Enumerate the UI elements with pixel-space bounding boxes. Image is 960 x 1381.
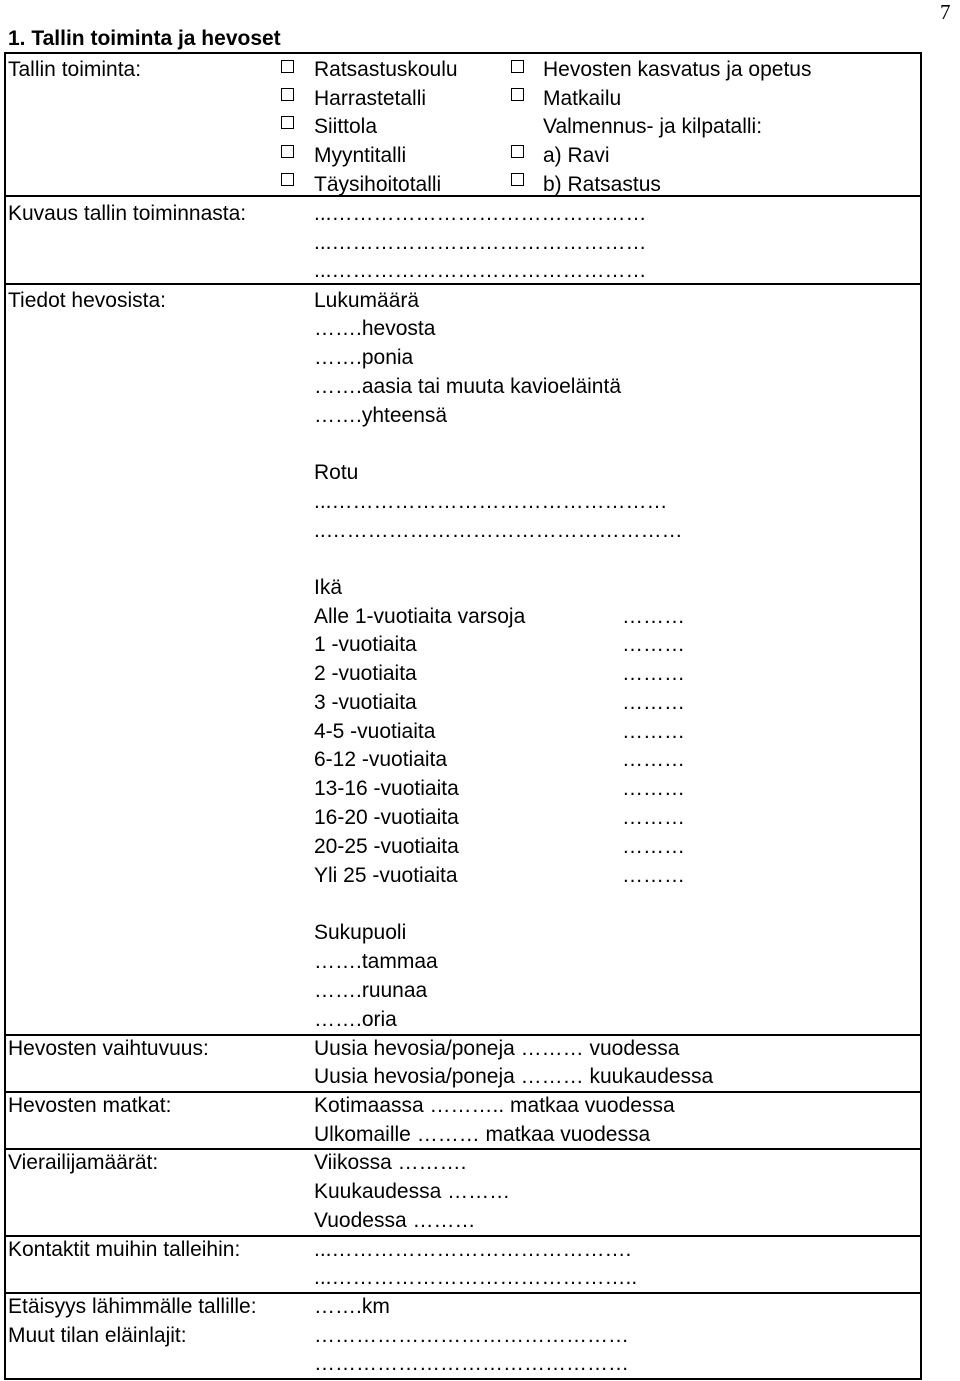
vaihtuvuus-vuodessa[interactable]: Uusia hevosia/poneja ……… vuodessa: [314, 1037, 680, 1060]
form-right-border: [920, 52, 922, 1379]
checkbox-kasvatus[interactable]: [511, 60, 524, 73]
muut-label: Muut tilan eläinlajit:: [8, 1324, 187, 1347]
rotu-line[interactable]: ...…………………………………………: [314, 490, 668, 513]
vierailijat-viikossa[interactable]: Viikossa ……….: [314, 1151, 467, 1174]
kontaktit-line[interactable]: ...……………………………………..: [314, 1266, 638, 1289]
form-top-border: [4, 52, 922, 54]
divider-matkat: [4, 1148, 922, 1150]
option-kasvatus: Hevosten kasvatus ja opetus: [543, 58, 812, 81]
option-taysihoitotalli: Täysihoitotalli: [314, 173, 442, 196]
ika-row-value[interactable]: ………: [622, 720, 685, 743]
etaisyys-value[interactable]: …….km: [314, 1295, 390, 1318]
hevoset-label: Tiedot hevosista:: [8, 289, 166, 312]
kuvaus-line[interactable]: ...………………………………………: [314, 202, 647, 225]
ika-row-value[interactable]: ………: [622, 748, 685, 771]
ika-row-label: 1 -vuotiaita: [314, 633, 417, 656]
count-aasia[interactable]: …….aasia tai muuta kavioeläintä: [314, 375, 621, 398]
tallin-toiminta-label: Tallin toiminta:: [8, 58, 142, 81]
form-bottom-border: [4, 1378, 922, 1380]
vierailijat-label: Vierailijamäärät:: [8, 1151, 159, 1174]
sukupuoli-ruunaa[interactable]: …….ruunaa: [314, 979, 428, 1002]
rotu-line[interactable]: ..……………………………………………: [314, 519, 683, 542]
option-valmennus: Valmennus- ja kilpatalli:: [543, 115, 763, 138]
option-myyntitalli: Myyntitalli: [314, 144, 407, 167]
option-ravi: a) Ravi: [543, 144, 610, 167]
option-harrastetalli: Harrastetalli: [314, 87, 427, 110]
ika-row-value[interactable]: ………: [622, 633, 685, 656]
ika-row-value[interactable]: ………: [622, 864, 685, 887]
divider-kuvaus: [4, 283, 922, 285]
ika-row-label: 4-5 -vuotiaita: [314, 720, 436, 743]
muut-line[interactable]: ………………………………………: [314, 1352, 629, 1375]
ika-row-value[interactable]: ………: [622, 662, 685, 685]
option-siittola: Siittola: [314, 115, 378, 138]
ika-heading: Ikä: [314, 576, 343, 599]
checkbox-ravi[interactable]: [511, 145, 524, 158]
sukupuoli-heading: Sukupuoli: [314, 921, 407, 944]
checkbox-ratsastus[interactable]: [511, 173, 524, 186]
matkat-kotimaassa[interactable]: Kotimaassa ……….. matkaa vuodessa: [314, 1094, 675, 1117]
ika-row-value[interactable]: ………: [622, 777, 685, 800]
count-yhteensa[interactable]: …….yhteensä: [314, 404, 448, 427]
kontaktit-label: Kontaktit muihin talleihin:: [8, 1238, 241, 1261]
checkbox-harrastetalli[interactable]: [281, 88, 294, 101]
form-left-border: [4, 52, 6, 1379]
vierailijat-kuukaudessa[interactable]: Kuukaudessa ………: [314, 1180, 511, 1203]
vaihtuvuus-label: Hevosten vaihtuvuus:: [8, 1037, 209, 1060]
rotu-heading: Rotu: [314, 461, 359, 484]
sukupuoli-tammaa[interactable]: …….tammaa: [314, 950, 438, 973]
lukumaara-heading: Lukumäärä: [314, 289, 420, 312]
ika-row-label: 20-25 -vuotiaita: [314, 835, 459, 858]
option-ratsastus: b) Ratsastus: [543, 173, 661, 196]
checkbox-siittola[interactable]: [281, 116, 294, 129]
ika-row-label: 3 -vuotiaita: [314, 691, 417, 714]
ika-row-label: 13-16 -vuotiaita: [314, 777, 459, 800]
checkbox-matkailu[interactable]: [511, 88, 524, 101]
kuvaus-line[interactable]: ...………………………………………: [314, 231, 647, 254]
ika-row-value[interactable]: ………: [622, 691, 685, 714]
sukupuoli-oria[interactable]: …….oria: [314, 1008, 397, 1031]
vaihtuvuus-kuukaudessa[interactable]: Uusia hevosia/poneja ……… kuukaudessa: [314, 1065, 714, 1088]
section-title: 1. Tallin toiminta ja hevoset: [8, 27, 281, 50]
divider-hevoset: [4, 1034, 922, 1036]
divider-vierailijat: [4, 1235, 922, 1237]
checkbox-myyntitalli[interactable]: [281, 145, 294, 158]
divider-vaihtuvuus: [4, 1091, 922, 1093]
matkat-label: Hevosten matkat:: [8, 1094, 172, 1117]
ika-row-value[interactable]: ………: [622, 835, 685, 858]
checkbox-taysihoitotalli[interactable]: [281, 173, 294, 186]
ika-row-label: Alle 1-vuotiaita varsoja: [314, 605, 526, 628]
matkat-ulkomaille[interactable]: Ulkomaille ……… matkaa vuodessa: [314, 1123, 651, 1146]
vierailijat-vuodessa[interactable]: Vuodessa ………: [314, 1209, 476, 1232]
checkbox-ratsastuskoulu[interactable]: [281, 60, 294, 73]
count-ponia[interactable]: …….ponia: [314, 346, 414, 369]
option-ratsastuskoulu: Ratsastuskoulu: [314, 58, 458, 81]
count-hevosta[interactable]: …….hevosta: [314, 317, 436, 340]
kontaktit-line[interactable]: ...…………………………………….: [314, 1238, 632, 1261]
ika-row-label: Yli 25 -vuotiaita: [314, 864, 458, 887]
ika-row-label: 6-12 -vuotiaita: [314, 748, 448, 771]
ika-row-label: 2 -vuotiaita: [314, 662, 417, 685]
ika-row-label: 16-20 -vuotiaita: [314, 806, 459, 829]
kuvaus-line[interactable]: ...………………………………………: [314, 259, 647, 282]
page-number: 7: [940, 0, 951, 24]
ika-row-value[interactable]: ………: [622, 806, 685, 829]
ika-row-value[interactable]: ………: [622, 605, 685, 628]
divider-toiminta: [4, 195, 922, 197]
divider-kontaktit: [4, 1292, 922, 1294]
kuvaus-label: Kuvaus tallin toiminnasta:: [8, 202, 247, 225]
etaisyys-label: Etäisyys lähimmälle tallille:: [8, 1295, 257, 1318]
option-matkailu: Matkailu: [543, 87, 622, 110]
muut-line[interactable]: ………………………………………: [314, 1324, 629, 1347]
